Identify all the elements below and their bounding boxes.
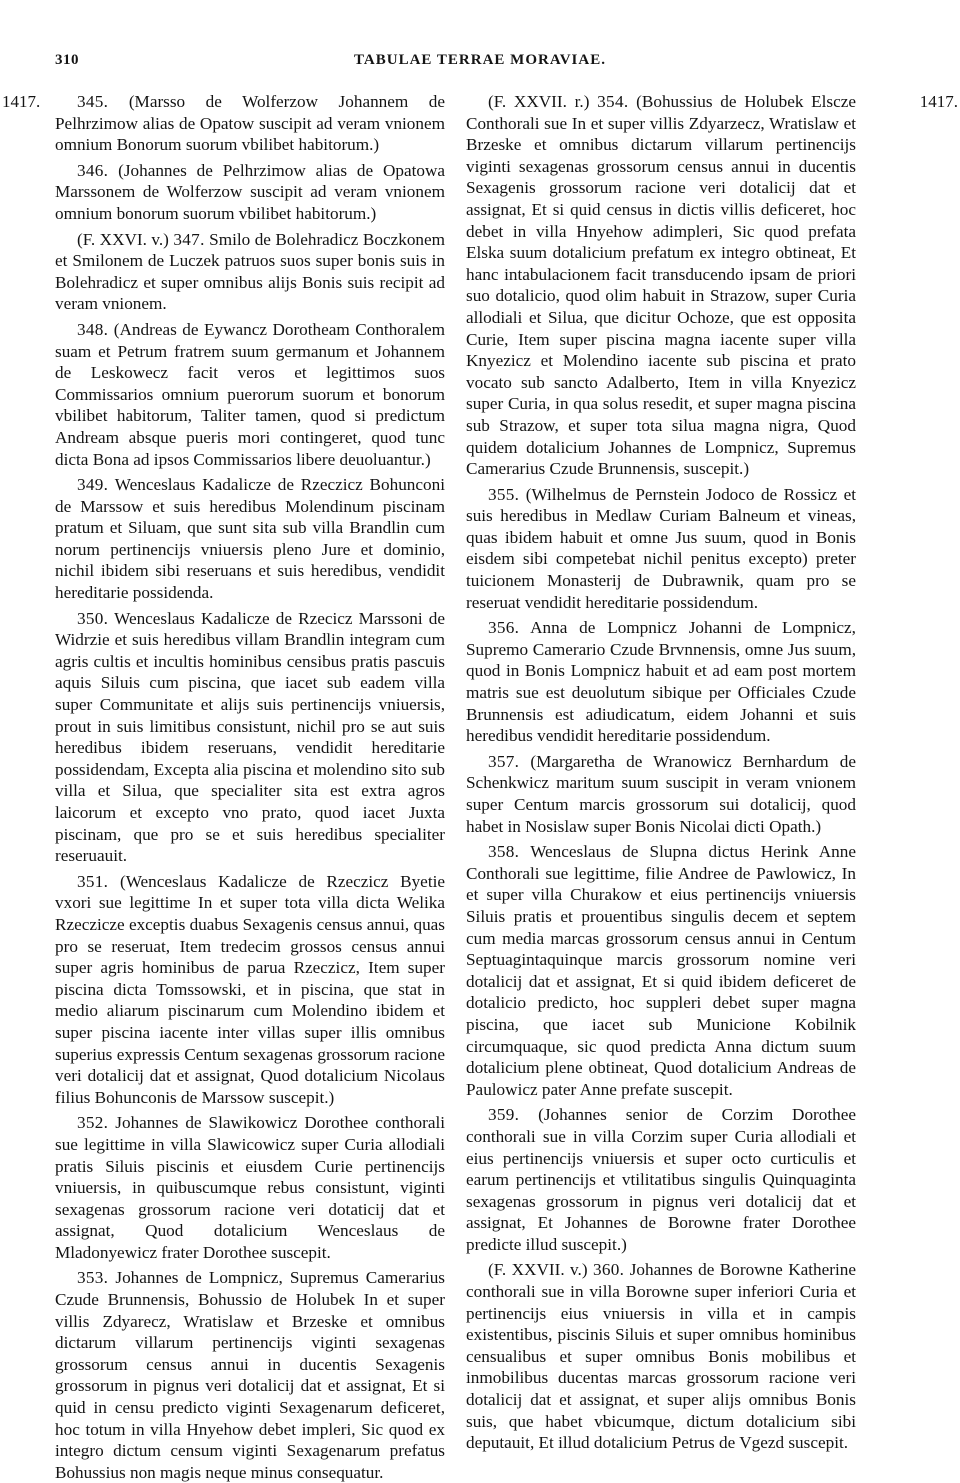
- entry-number: 357.: [488, 751, 520, 771]
- entry-text: (Marsso de Wolferzow Johannem de Pelhrzimow alias de Opatow suscipit ad veram vnionem omnium Bonorum suorum vbilibet habitorum.): [55, 92, 446, 155]
- entry-text: Johannes de Lompnicz, Supremus Camerarius Czude Brunnensis, Bohussio de Holubek In et super villis Zdyarecz, Wratislaw et Brzeske et omnibus dictarum villarum pertinencijs viginti sexagenas grossorum census annui in ducentis Sexagenis grossorum in pignus veri dotalicij dat et assignat, Et si quid in censu predicto viginti Sexagenarum deficeret, hoc totum in villa Hnyehow debet impleri, Sic quod ex integro dictum censum viginti Sexagenarum prefatus Bohussius non magis neque minus consequatur.: [55, 1268, 445, 1482]
- entry-paragraph: [466, 91, 856, 480]
- entry-number: 350.: [77, 608, 109, 628]
- entry-text: (Bohussius de Holubek Elscze Conthorali sue In et super villis Zdyarzecz, Wratislaw et Brzeske et omnibus dictarum villarum pertinencijs viginti sexagenas grossorum census annui in ducentis Sexagenis grossorum racione veri dotalicij dat et assignat, Et si quid census in dictis villis deficeret, hoc debet in villa Hnyehow adimpleri, Sic quod prefata Elska suum dotalicium prefatum ex integro obtineat, Et hanc intabulacionem facit transducendo ipsam de priori suo dotalicio, quod olim habuit in Strazow, super Curia allodiali et Silua, que dicitur Ochoze, que est opposita Curie, Item super piscina magna iacente super villa Knyezicz et Molendino iacente sub piscina et prato vocato sub sancto Adalberto, Item in villa Knyezicz super Curia, in qua solus resedit, et super magna piscina sub Strazow, et super tota silua magna nigra, Quod quidem dotalicium Johannes de Lompnicz, Supremus Camerarius Czude Brunnensis, suscepit.): [466, 92, 857, 479]
- entry-number: 354.: [597, 92, 629, 111]
- entry-number: 352.: [77, 1113, 109, 1133]
- margin-year-left: 1417.: [2, 92, 41, 111]
- entry-text: (Margaretha de Wranowicz Bernhardum de Schenkwicz maritum suum suscipit in veram vnionem super Centum marcis grossorum sui dotalicij, quod habet in Nosislaw super Bonis Nicolai dicti Opath.): [466, 751, 856, 836]
- entry-text: (Wenceslaus Kadalicze de Rzeczicz Byetie vxori sue legittime In et super tota villa dicta Welika Rzeczicze exceptis duabus Sexagenis census annui, quas pro se reseruat, Item tredecim grossos census annui super agris hominibus de parua Rzeczicz, Item super piscina dicta Tomssowski, et in piscina, que stat in medio aliarum piscinarum cum Molendino ibidem et super piscina iacente inter villas super illis omnibus superius expressis Centum sexagenas grossorum racione veri dotalicij dat et assignat, Quod dotalicium Nicolaus filius Bohunconis de Marssow suscepit.): [55, 871, 445, 1107]
- entry-paragraph: [55, 319, 445, 470]
- entry-number: 347.: [173, 229, 205, 249]
- entry-text: Wenceslaus Kadalicze de Rzecicz Marssoni de Widrzie et suis heredibus villam Brandlin integram cum agris cultis et incultis hominibus censibus pratis pascuis aquis Siluis cum piscina, que iacet sub eadem villa super Communitate et alijs suis pertinencijs vniuersis, prout in suis limitibus consistunt, nichil pro se aut suis heredibus ibidem reseruans, vendidit hereditarie possidendam, Excepta alia piscina et molendino sito sub villa et Silua, que specialiter sita est extra agros laicorum et excepto vno prato, quod iacet Juxta piscinam, que pro se et suis heredibus specialiter reseruauit.: [55, 608, 445, 866]
- entry-number: 360.: [592, 1260, 625, 1280]
- entry-paragraph: [55, 160, 445, 225]
- entry-number: 346.: [77, 160, 109, 180]
- entry-number: 348.: [77, 319, 109, 339]
- entry-number: 345.: [77, 92, 109, 111]
- entry-text: (Andreas de Eywancz Dorotheam Conthoralem suam et Petrum fratrem suum germanum et Johannem de Leskowecz facit veros et legittimos suos Commissarios omnium puerorum suorum et bonorum vbilibet habitorum, Taliter tamen, quod si predictum Andream absque pueris mori contingeret, quod tunc dicta Bona ad ipsos Commissarios libere deuoluantur.): [55, 319, 446, 469]
- entry-paragraph: [466, 484, 856, 614]
- entry-number: 359.: [488, 1105, 520, 1125]
- entry-text: Wenceslaus Kadalicze de Rzeczicz Bohunconi de Marssow et suis heredibus Molendinum piscinam pratum et Siluam, que sunt sita sub villa Brandlin cum norum pertinencijs vniuersis pleno Jure et dominio, nichil ibidem sibi reseruans et suis heredibus, vendidit hereditarie possidenda.: [55, 475, 445, 603]
- entry-text: Anna de Lompnicz Johanni de Lompnicz, Supremo Camerario Czude Brvnnensis, omne Jus suum, quod in Bonis Lompnicz habuit et ad eam post mortem matris sue est deuolutum sibique per Officiales Czude Brunnensis est adiudicatum, eidem Johanni et suis heredibus vendidit hereditarie possidendum.: [466, 618, 856, 746]
- folio-reference: (F. XXVII. r.): [488, 92, 598, 111]
- folio-reference: (F. XXVI. v.): [77, 229, 174, 249]
- entry-number: 356.: [488, 618, 520, 638]
- right-column: [466, 91, 856, 1454]
- folio-reference: (F. XXVII. v.): [488, 1260, 593, 1280]
- entry-number: 353.: [77, 1268, 109, 1288]
- entry-paragraph: [466, 1104, 856, 1255]
- entry-number: 358.: [488, 842, 520, 862]
- page-number: 310: [55, 52, 79, 68]
- entry-paragraph: [466, 751, 856, 837]
- entry-paragraph: [55, 871, 445, 1109]
- entry-paragraph: [466, 617, 856, 747]
- entry-number: 351.: [77, 871, 109, 891]
- entry-number: 349.: [77, 475, 109, 495]
- entry-text: (Johannes senior de Corzim Dorothee conthorali sue in villa Corzim super Curia allodiali et eius pertinencijs vniuersis et super octo curticulis et earum pertinencijs et vtilitatibus singulis Quinquaginta sexagenas grossorum in pignus veri dotalicij dat et assignat, Et Johannes de Borowne frater Dorothee predicte illud suscepit.): [466, 1105, 857, 1254]
- page-header: [0, 52, 960, 76]
- entry-text: Smilo de Bolehradicz Boczkonem et Smilonem de Luczek patruos suos super bonis suis in Bolehradicz et super omnibus alijs Bonis suis recipit ad veram vnionem.: [55, 229, 445, 314]
- entry-paragraph: [466, 1259, 856, 1453]
- entry-paragraph: [55, 1267, 445, 1483]
- margin-year-right: 1417.: [919, 92, 958, 111]
- entry-paragraph: [55, 1112, 445, 1263]
- entry-paragraph: [466, 841, 856, 1100]
- entry-paragraph: [55, 608, 445, 867]
- entry-paragraph: [55, 474, 445, 604]
- entry-text: Johannes de Slawikowicz Dorothee conthorali sue legittime in villa Slawicowicz super Curia allodiali pratis Siluis piscinis et eiusdem Curie pertinencijs vniuersis, in quibuscumque rebus consistunt, viginti sexagenas grossorum racione veri dotaticij dat et assignat, Quod dotalicium Wenceslaus de Mladonyewicz frater Dorothee suscepit.: [55, 1113, 445, 1262]
- entry-text: Johannes de Borowne Katherine conthorali sue in villa Borowne super inferiori Curia et pertinencijs eius vniuersis in villa et in campis existentibus, piscinis Siluis et super omnibus hominibus censualibus et super omnibus Bonis mobilibus et inmobilibus ducentas marcas grossorum racione veri dotalicij dat et assignat, et super alijs omnibus Bonis suis, que habet vbicumque, dictum dotalicium sibi deputauit, Et illud dotalicium Petrus de Vgezd suscepit.: [466, 1260, 856, 1453]
- entry-number: 355.: [488, 484, 520, 504]
- entry-paragraph: [55, 229, 445, 315]
- left-column: [55, 91, 445, 1483]
- entry-paragraph: [55, 91, 445, 156]
- entry-text: (Wilhelmus de Pernstein Jodoco de Rossicz et suis heredibus in Medlaw Curiam Balneum et vineas, quas ibidem habuit et omne Jus suum, quod in Bonis eisdem sibi competebat nichil penitus excepto) preter tuicionem Monasterij de Dubrawnik, quam pro se reseruat vendidit hereditarie possidendum.: [466, 484, 856, 612]
- entry-text: Wenceslaus de Slupna dictus Herink Anne Conthorali sue legittime, filie Andree de Pawlowicz, In et super villa Churakow et eius pertinencijs vniuersis Siluis pratis et prouentibus singulis decem et septem cum media marcas grossorum census annui in Centum Septuagintaquinque marcis grossorum nomine veri dotalicij dat et assignat, Et si quid ibidem deficeret de dotalicio predicto, hoc suppleri debet super magna piscina, que iacet sub Municione Kobilnik circumquaque, sic quod predicta Anna dictum suum dotalicium plene obtineat, Quod dotalicium Andreas de Paulowicz pater Anne prefate suscepit.: [466, 842, 856, 1099]
- entry-text: (Johannes de Pelhrzimow alias de Opatowa Marssonem de Wolferzow suscipit ad veram vnionem omnium bonorum suorum vbilibet habitorum.): [55, 160, 446, 223]
- running-title: TABULAE TERRAE MORAVIAE.: [354, 52, 606, 68]
